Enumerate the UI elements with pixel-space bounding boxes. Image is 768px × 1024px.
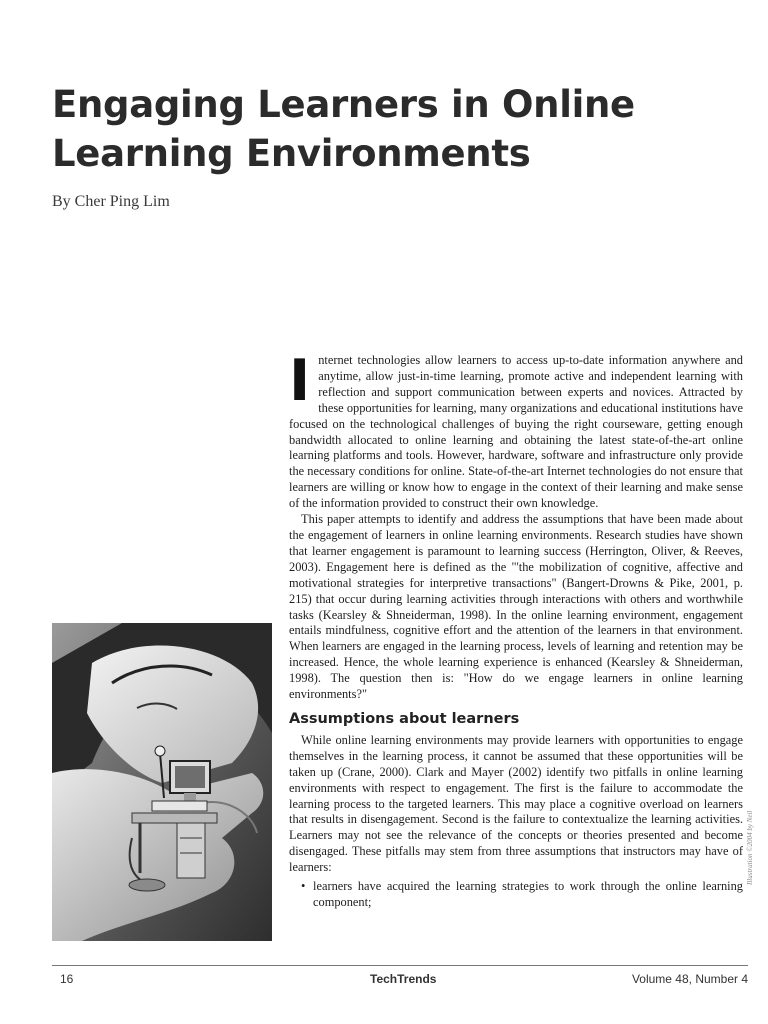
paragraph-3: While online learning environments may provide learners with opportunities to engage themselves in the learning process, it cannot be assumed that these opportunities will be taken up (Crane, 2000). Clark and Mayer (2002) identify two pitfalls in online learning environments with respect to engagement. The first is the failure to accommodate the learning process to the targeted learners. This may place a cognitive overload on learners that results in disengagement. Second is the failure to contextualize the learning activities. Learners may not see the relevance of the concepts or theories presented and become disengaged. These pitfalls may stem from three assumptions that instructors may have of learners: bbox=[289, 732, 743, 875]
footer-divider bbox=[52, 965, 748, 966]
article-illustration bbox=[52, 623, 272, 941]
drop-cap: I bbox=[289, 348, 311, 414]
paragraph-1-text: nternet technologies allow learners to access up-to-date information anywhere and anytime, allow just-in-time learning, promote active and independent learning with reflection and support communication between experts and novices. Attracted by these opportunities for learning, many organizations and educational institutions have focused on the technological challenges of buying the right courseware, getting enough bandwidth allocated to online learning and obtaining the latest state-of-the-art online learning platforms and tools. However, hardware, software and infrastructure only provide the necessary conditions for online. State-of-the-art Internet technologies do not ensure that learners are willing or know how to engage in the context of their learning and make sense of the information provided to construct their own knowledge. bbox=[289, 353, 743, 511]
article-body bbox=[289, 348, 743, 911]
illustration-credit: Illustration ©2004 by Neil bbox=[746, 810, 754, 885]
journal-name: TechTrends bbox=[370, 972, 437, 986]
bullet-item: • learners have acquired the learning strategies to work through the online learning component; bbox=[301, 879, 743, 911]
illustration-hand-holding-desk bbox=[52, 623, 272, 941]
paragraph-2: This paper attempts to identify and address the assumptions that have been made about the engagement of learners in online learning environments. Research studies have shown that learner engagement is paramount to learning success (Herrington, Oliver, & Reeves, 2003). Engagement here is defined as the "'the mobilization of cognitive, affective and motivational strategies for interpretive transactions" (Bangert-Drowns & Pike, 2001, p. 215) that occur during learning activities through interactions with others and worthwhile tasks (Kearsley & Shneiderman, 1998). In the online learning environment, engagement entails mindfulness, cognitive effort and the attention of the learners in that environment. When learners are engaged in the learning process, levels of learning and retention may be increased. Hence, the whole learning experience is enhanced (Kearsley & Shneiderman, 1998). The question then is: "How do we engage learners in online learning environments?" bbox=[289, 512, 743, 702]
volume-info: Volume 48, Number 4 bbox=[631, 972, 748, 986]
article-title: Engaging Learners in Online Learning Environments bbox=[52, 83, 635, 175]
paragraph-1 bbox=[289, 348, 743, 512]
bullet-list bbox=[289, 879, 743, 911]
section-heading: Assumptions about learners bbox=[289, 710, 520, 727]
page-number: 16 bbox=[60, 972, 74, 986]
byline: By Cher Ping Lim bbox=[52, 193, 170, 210]
